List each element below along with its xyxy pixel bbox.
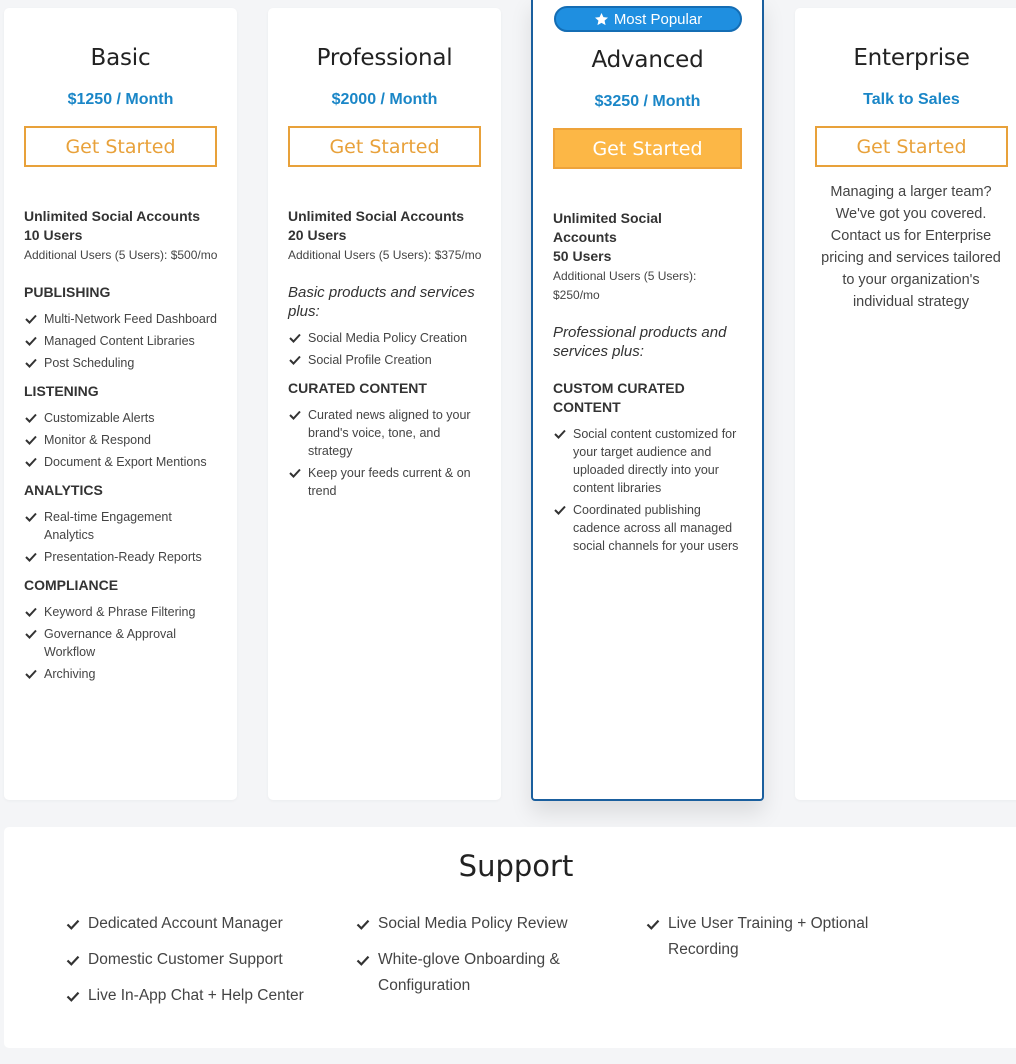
feature-item: Monitor & Respond xyxy=(24,431,223,449)
feature-item: Curated news aligned to your brand's voice, tone, and strategy xyxy=(288,406,487,460)
plan-features xyxy=(24,207,223,687)
check-icon xyxy=(25,607,37,617)
check-icon xyxy=(66,991,80,1002)
users-label: 20 Users xyxy=(288,227,347,243)
plan-price: $3250 / Month xyxy=(594,93,701,110)
support-item: White-glove Onboarding & Configuration xyxy=(356,947,606,999)
additional-users: Additional Users (5 Users): $375/mo xyxy=(288,248,482,262)
section-heading: CUSTOM CURATED CONTENT xyxy=(553,380,685,415)
check-icon xyxy=(289,468,301,478)
plan-title: Professional xyxy=(316,45,453,71)
users-label: 50 Users xyxy=(553,248,612,264)
feature-item: Managed Content Libraries xyxy=(24,332,223,350)
check-icon xyxy=(25,552,37,562)
get-started-button[interactable]: Get Started xyxy=(553,128,742,169)
additional-users: Additional Users (5 Users): $500/mo xyxy=(24,248,218,262)
feature-item: Keep your feeds current & on trend xyxy=(288,464,487,500)
plan-card-professional xyxy=(268,8,501,800)
support-list xyxy=(66,911,336,1019)
plan-title: Advanced xyxy=(591,47,704,73)
most-popular-badge xyxy=(554,6,742,32)
plan-price: $1250 / Month xyxy=(67,91,174,108)
support-title: Support xyxy=(458,849,574,883)
check-icon xyxy=(25,336,37,346)
includes-plus-label: Professional products and services plus: xyxy=(553,324,727,360)
check-icon xyxy=(646,919,660,930)
includes-plus-label: Basic products and services plus: xyxy=(288,284,475,320)
check-icon xyxy=(25,435,37,445)
section-heading: ANALYTICS xyxy=(24,482,103,498)
get-started-button[interactable]: Get Started xyxy=(24,126,217,167)
plan-title: Basic xyxy=(90,45,151,71)
feature-item: Real-time Engagement Analytics xyxy=(24,508,223,544)
enterprise-description: Managing a larger team? We've got you covered. Contact us for Enterprise pricing and services tailored to your organization's individual strategy xyxy=(821,184,1001,310)
check-icon xyxy=(356,955,370,966)
feature-item: Multi-Network Feed Dashboard xyxy=(24,310,223,328)
feature-item: Customizable Alerts xyxy=(24,409,223,427)
check-icon xyxy=(25,314,37,324)
support-item: Live User Training + Optional Recording xyxy=(646,911,906,963)
check-icon xyxy=(25,629,37,639)
check-icon xyxy=(25,457,37,467)
check-icon xyxy=(25,413,37,423)
star-icon xyxy=(594,12,609,27)
plan-card-basic xyxy=(4,8,237,800)
get-started-button[interactable]: Get Started xyxy=(288,126,481,167)
plan-title: Enterprise xyxy=(853,45,970,71)
support-item: Domestic Customer Support xyxy=(66,947,336,973)
get-started-button[interactable]: Get Started xyxy=(815,126,1008,167)
feature-item: Archiving xyxy=(24,665,223,683)
check-icon xyxy=(25,358,37,368)
check-icon xyxy=(356,919,370,930)
check-icon xyxy=(25,669,37,679)
feature-item: Document & Export Mentions xyxy=(24,453,223,471)
feature-item: Social Media Policy Creation xyxy=(288,329,487,347)
plan-features xyxy=(288,207,487,504)
support-item: Live In-App Chat + Help Center xyxy=(66,983,336,1009)
plan-card-enterprise xyxy=(795,8,1016,800)
check-icon xyxy=(66,955,80,966)
plan-price: $2000 / Month xyxy=(331,91,438,108)
feature-item: Post Scheduling xyxy=(24,354,223,372)
check-icon xyxy=(289,410,301,420)
support-section xyxy=(4,827,1016,1048)
accounts-label: Unlimited Social Accounts xyxy=(553,210,662,245)
support-list xyxy=(646,911,906,973)
check-icon xyxy=(554,429,566,439)
section-heading: LISTENING xyxy=(24,383,99,399)
feature-item: Coordinated publishing cadence across all managed social channels for your users xyxy=(553,501,744,555)
users-label: 10 Users xyxy=(24,227,83,243)
support-list xyxy=(356,911,606,1009)
feature-item: Keyword & Phrase Filtering xyxy=(24,603,223,621)
section-heading: PUBLISHING xyxy=(24,284,111,300)
plan-price: Talk to Sales xyxy=(863,91,960,108)
badge-label: Most Popular xyxy=(613,10,703,28)
additional-users: Additional Users (5 Users): $250/mo xyxy=(553,269,697,302)
plan-features xyxy=(553,209,744,559)
check-icon xyxy=(25,512,37,522)
check-icon xyxy=(66,919,80,930)
check-icon xyxy=(289,355,301,365)
section-heading: CURATED CONTENT xyxy=(288,380,427,396)
section-heading: COMPLIANCE xyxy=(24,577,119,593)
feature-item: Governance & Approval Workflow xyxy=(24,625,223,661)
support-item: Social Media Policy Review xyxy=(356,911,606,937)
feature-item: Social Profile Creation xyxy=(288,351,487,369)
support-item: Dedicated Account Manager xyxy=(66,911,336,937)
feature-item: Social content customized for your target audience and uploaded directly into your content libraries xyxy=(553,425,744,497)
feature-item: Presentation-Ready Reports xyxy=(24,548,223,566)
plan-card-advanced xyxy=(531,0,764,801)
check-icon xyxy=(289,333,301,343)
check-icon xyxy=(554,505,566,515)
accounts-label: Unlimited Social Accounts xyxy=(24,208,201,224)
accounts-label: Unlimited Social Accounts xyxy=(288,208,465,224)
